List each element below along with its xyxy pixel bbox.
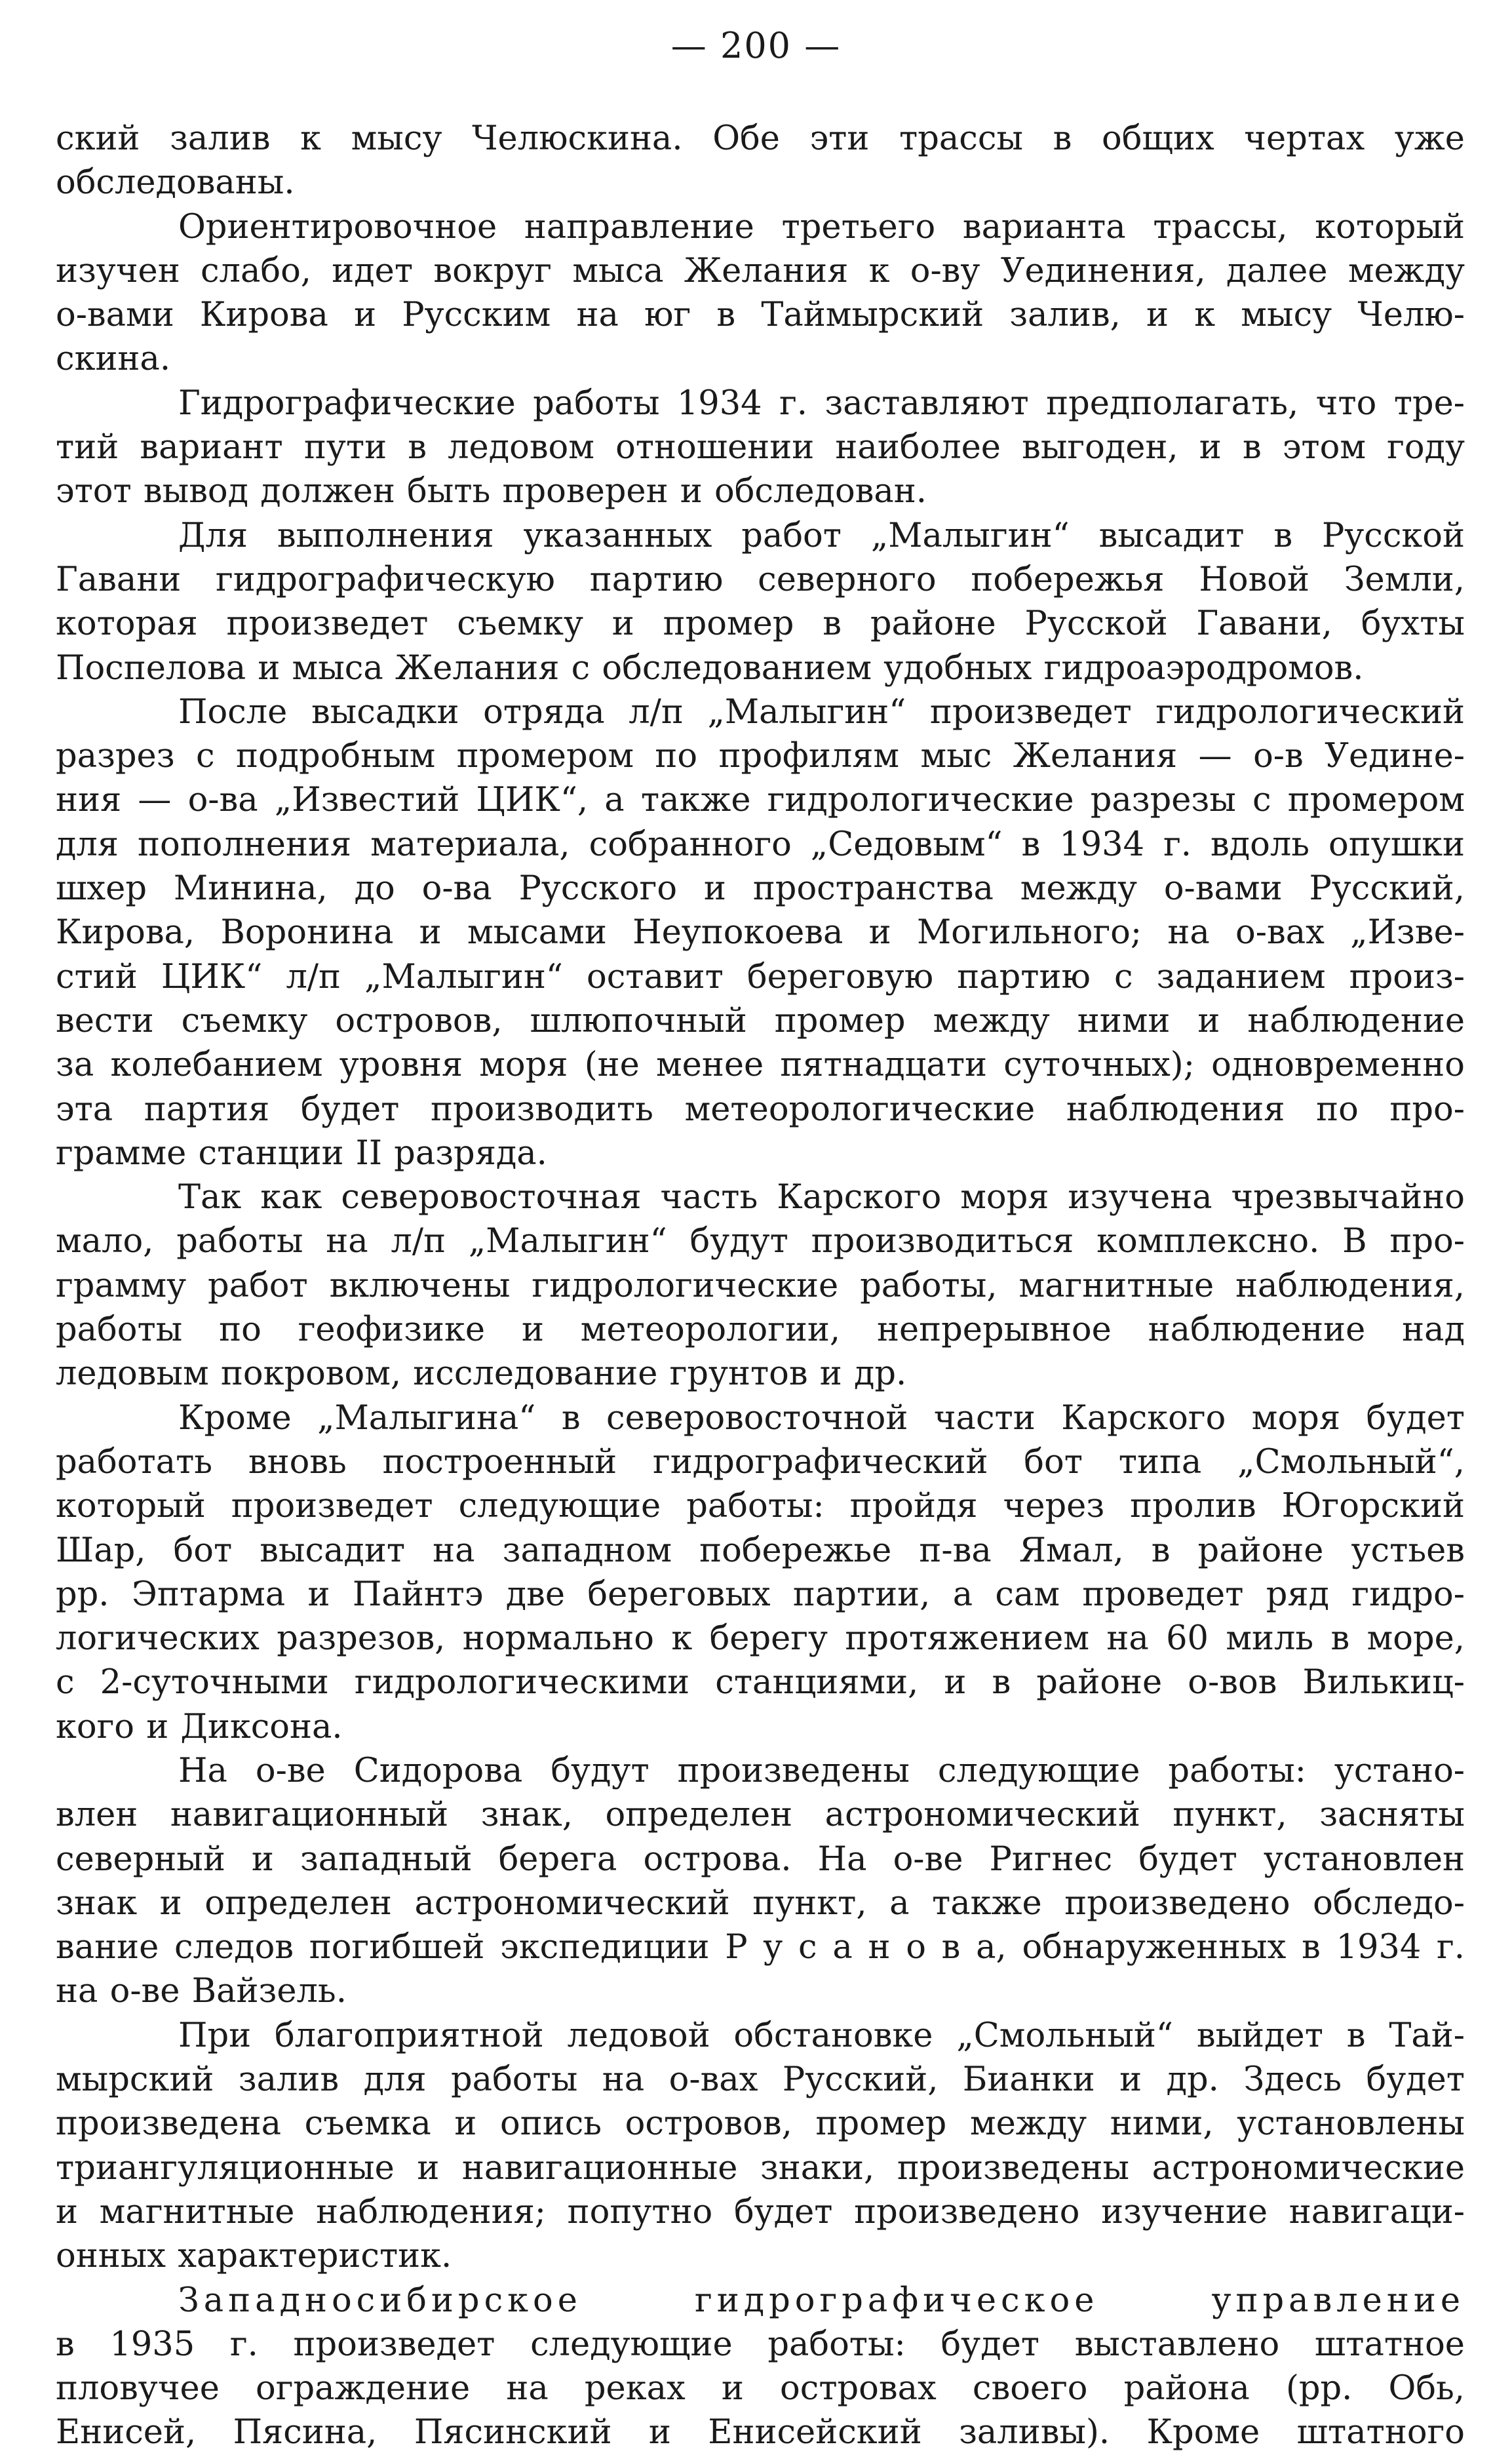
- text-line: которая произведет съемку и промер в районе Русской Гавани, бухты: [56, 604, 1465, 644]
- text-line: Так как северовосточная часть Карского моря изучена чрезвычайно: [178, 1178, 1465, 1217]
- text-line: изучен слабо, идет вокруг мыса Желания к о-ву Уединения, далее между: [56, 251, 1465, 290]
- text-line: этот вывод должен быть проверен и обследован.: [56, 472, 927, 511]
- text-line: пловучее ограждение на реках и островах своего района (рр. Обь,: [56, 2369, 1465, 2408]
- text-line: грамму работ включены гидрологические работы, магнитные наблюдения,: [56, 1266, 1465, 1305]
- text-line: Гавани гидрографическую партию северного побережья Новой Земли,: [56, 560, 1465, 599]
- text-line: произведена съемка и опись островов, промер между ними, установлены: [56, 2104, 1465, 2144]
- text-line: шхер Минина, до о-ва Русского и пространства между о-вами Русский,: [56, 869, 1465, 909]
- text-line: логических разрезов, нормально к берегу протяжением на 60 миль в море,: [56, 1619, 1465, 1659]
- text-line: ледовым покровом, исследование грунтов и др.: [56, 1354, 907, 1394]
- text-line: При благоприятной ледовой обстановке „Смольный“ выйдет в Тай-: [178, 2016, 1465, 2055]
- text-line: с 2-суточными гидрологическими станциями, и в районе о-вов Вилькиц-: [56, 1663, 1465, 1702]
- text-line: стий ЦИК“ л/п „Малыгин“ оставит береговую партию с заданием произ-: [56, 957, 1465, 996]
- text-line: влен навигационный знак, определен астрономический пункт, засняты: [56, 1796, 1465, 1835]
- text-line: грамме станции II разряда.: [56, 1133, 547, 1173]
- text-line: После высадки отряда л/п „Малыгин“ произведет гидрологический: [178, 692, 1465, 732]
- text-line: работать вновь построенный гидрографический бот типа „Смольный“,: [56, 1442, 1465, 1482]
- body-text: [56, 117, 1465, 2455]
- text-line: для пополнения материала, собранного „Седовым“ в 1934 г. вдоль опушки: [56, 825, 1465, 864]
- text-line: о-вами Кирова и Русским на юг в Таймырский залив, и к мысу Челю-: [56, 296, 1465, 335]
- text-line: На о-ве Сидорова будут произведены следующие работы: устано-: [178, 1751, 1465, 1790]
- text-line: Ориентировочное направление третьего варианта трассы, который: [178, 207, 1465, 246]
- text-line: эта партия будет производить метеорологические наблюдения по про-: [56, 1090, 1465, 1129]
- text-line: на о-ве Вайзель.: [56, 1972, 347, 2011]
- text-line: Шар, бот высадит на западном побережье п-ва Ямал, в районе устьев: [56, 1531, 1465, 1570]
- text-line: Поспелова и мыса Желания с обследованием удобных гидроаэродромов.: [56, 648, 1364, 688]
- text-line: вание следов погибшей экспедиции Р у с а н о в а, обнаруженных в 1934 г.: [56, 1928, 1465, 1967]
- text-line: триангуляционные и навигационные знаки, произведены астрономические: [56, 2148, 1465, 2188]
- text-line: разрез с подробным промером по профилям мыс Желания — о-в Уедине-: [56, 737, 1465, 776]
- text-line: вести съемку островов, шлюпочный промер между ними и наблюдение: [56, 1001, 1465, 1040]
- text-line: тий вариант пути в ледовом отношении наиболее выгоден, и в этом году: [56, 428, 1465, 467]
- text-line: мало, работы на л/п „Малыгин“ будут производиться комплексно. В про-: [56, 1222, 1465, 1261]
- text-line: в 1935 г. произведет следующие работы: будет выставлено штатное: [56, 2325, 1465, 2364]
- text-line: Западносибирское гидрографическое управление: [178, 2281, 1465, 2320]
- text-line: кого и Диксона.: [56, 1707, 343, 1746]
- text-line: скина.: [56, 340, 171, 379]
- text-line: онных характеристик.: [56, 2237, 452, 2276]
- text-line: Кирова, Воронина и мысами Неупокоева и Могильного; на о-вах „Изве-: [56, 913, 1465, 953]
- text-line: Гидрографические работы 1934 г. заставляют предполагать, что тре-: [178, 383, 1465, 423]
- text-line: обследованы.: [56, 163, 295, 203]
- page-number: — 200 —: [670, 25, 842, 66]
- text-line: за колебанием уровня моря (не менее пятнадцати суточных); одновременно: [56, 1046, 1465, 1085]
- text-line: Енисей, Пясина, Пясинский и Енисейский заливы). Кроме штатного: [56, 2413, 1465, 2452]
- text-line: Для выполнения указанных работ „Малыгин“ высадит в Русской: [178, 516, 1465, 555]
- text-line: знак и определен астрономический пункт, а также произведено обследо-: [56, 1883, 1465, 1923]
- text-line: работы по геофизике и метеорологии, непрерывное наблюдение над: [56, 1310, 1465, 1350]
- text-line: ский залив к мысу Челюскина. Обе эти трассы в общих чертах уже: [56, 119, 1465, 158]
- text-line: рр. Эптарма и Пайнтэ две береговых партии, а сам проведет ряд гидро-: [56, 1575, 1465, 1614]
- text-line: и магнитные наблюдения; попутно будет произведено изучение навигаци-: [56, 2192, 1465, 2231]
- text-line: который произведет следующие работы: пройдя через пролив Югорский: [56, 1487, 1465, 1526]
- text-line: ния — о-ва „Известий ЦИК“, а также гидрологические разрезы с промером: [56, 781, 1465, 820]
- text-line: мырский залив для работы на о-вах Русский, Бианки и др. Здесь будет: [56, 2060, 1465, 2100]
- text-line: Кроме „Малыгина“ в северовосточной части Карского моря будет: [178, 1398, 1465, 1438]
- text-line: северный и западный берега острова. На о-ве Ригнес будет установлен: [56, 1839, 1465, 1879]
